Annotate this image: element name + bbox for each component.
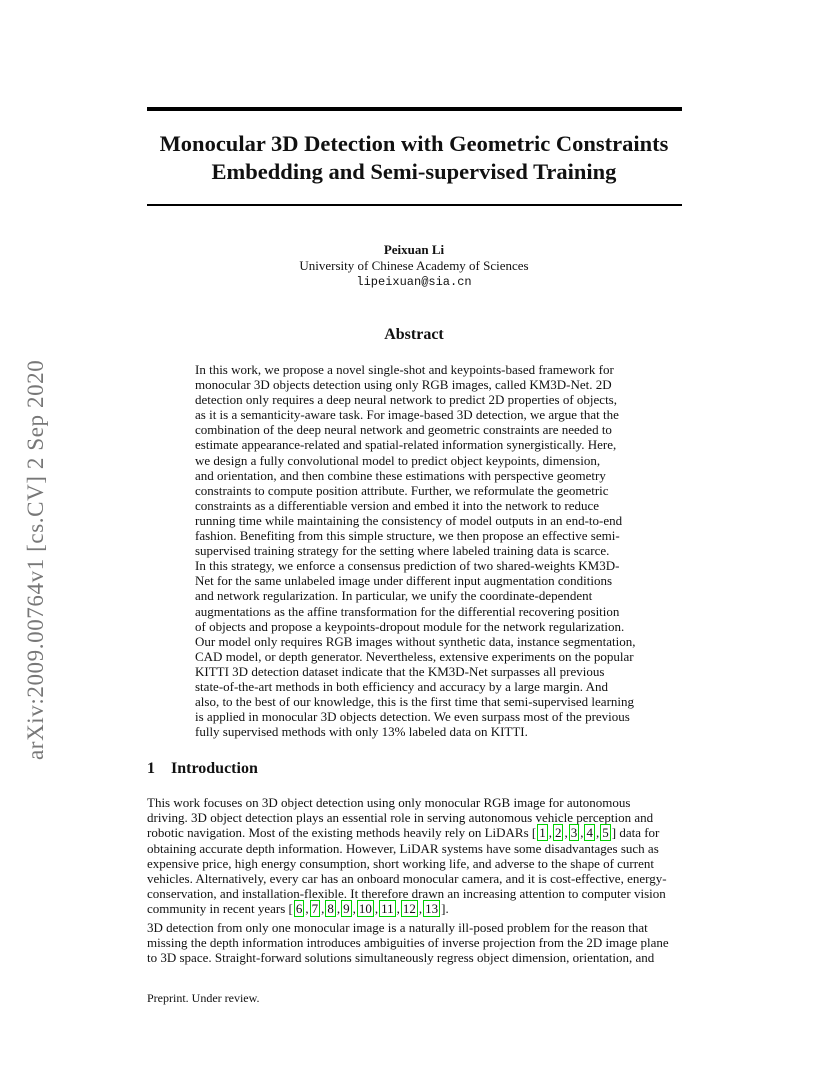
text-line: constraints as a differentiable version and embed it into the network to reduce bbox=[195, 497, 600, 513]
text-line bbox=[147, 825, 682, 840]
text-line: augmentations as the affine transformation for the differential recovering position bbox=[195, 603, 620, 619]
citation-link[interactable]: 4 bbox=[586, 825, 593, 841]
citation-separator: , bbox=[321, 901, 325, 917]
text-line: to 3D space. Straight-forward solutions simultaneously regress object dimension, orientation, and bbox=[147, 950, 655, 966]
text-line: Our model only requires RGB images without synthetic data, instance segmentation, bbox=[195, 633, 636, 649]
title-line-2: Embedding and Semi-supervised Training bbox=[211, 159, 617, 184]
citation-separator: , bbox=[595, 825, 600, 841]
citation-link[interactable]: 12 bbox=[402, 901, 416, 917]
title-bottom-rule bbox=[147, 204, 682, 206]
citation-separator: , bbox=[548, 825, 552, 841]
text-line: monocular 3D objects detection using only RGB images, called KM3D-Net. 2D bbox=[195, 377, 612, 393]
text-line: missing the depth information introduces ambiguities of inverse projection from the 2D image plane bbox=[147, 935, 669, 951]
citation-link[interactable]: 6 bbox=[295, 901, 303, 917]
text-line: expensive price, high energy consumption, short working life, and adverse to the shape of current bbox=[147, 855, 654, 871]
citation-separator: , bbox=[418, 901, 423, 917]
author-name: Peixuan Li bbox=[383, 242, 445, 257]
citation-link[interactable]: 1 bbox=[539, 825, 546, 841]
text-line: detection only requires a deep neural network to predict 2D properties of objects, bbox=[195, 392, 617, 408]
arxiv-stamp: arXiv:2009.00764v1 [cs.CV] 2 Sep 2020 bbox=[23, 359, 48, 760]
citation-link[interactable]: 9 bbox=[343, 901, 350, 917]
text-line: In this strategy, we enforce a consensus prediction of two shared-weights KM3D- bbox=[195, 558, 620, 574]
text-line: vehicles. Alternatively, every car has an onboard monocular camera, and it is cost-effective, energy- bbox=[147, 871, 667, 887]
footer-note: Preprint. Under review. bbox=[147, 991, 260, 1005]
text-line: This work focuses on 3D object detection using only monocular RGB image for autonomous bbox=[147, 795, 631, 810]
citation-link[interactable]: 10 bbox=[358, 901, 372, 917]
text-line: fashion. Benefiting from this simple structure, we then propose an effective semi- bbox=[195, 528, 620, 544]
text-line: conservation, and installation-flexible. It therefore drawn an increasing attention to computer vision bbox=[147, 886, 666, 902]
citation-link[interactable]: 3 bbox=[570, 825, 578, 841]
intro-paragraph-1 bbox=[147, 795, 682, 917]
text-line: and network regularization. In particular, we unify the coordinate-dependent bbox=[195, 588, 593, 604]
text-line: running time while maintaining the consistency of model outputs in an end-to-end bbox=[195, 512, 623, 528]
text-line: Net for the same unlabeled image under different input augmentation conditions bbox=[195, 573, 613, 589]
abstract-heading: Abstract bbox=[384, 326, 444, 343]
title-line-1: Monocular 3D Detection with Geometric Constraints bbox=[159, 131, 669, 156]
citation-separator: , bbox=[396, 901, 400, 917]
paper-title bbox=[130, 130, 698, 186]
citation-group bbox=[536, 825, 612, 840]
text-line: of objects and propose a keypoints-dropout module for the network regularization. bbox=[195, 618, 625, 634]
citation-link[interactable]: 11 bbox=[381, 901, 394, 917]
text-line: and orientation, and then combine these estimations with perspective geometry bbox=[195, 467, 606, 483]
abstract-body bbox=[195, 362, 635, 739]
text-line: constraints to compute position attribute. Further, we reformulate the geometric bbox=[195, 482, 609, 498]
text-line bbox=[147, 901, 682, 916]
text-line: also, to the best of our knowledge, this is the first time that semi-supervised learning bbox=[195, 694, 635, 710]
citation-separator: , bbox=[564, 825, 568, 841]
text-line: supervised training strategy for the setting where labeled training data is scarce. bbox=[195, 543, 610, 559]
text-line: CAD model, or depth generator. Nevertheless, extensive experiments on the popular bbox=[195, 648, 634, 664]
citation-separator: , bbox=[374, 901, 379, 917]
citation-link[interactable]: 13 bbox=[425, 901, 439, 917]
citation-link[interactable]: 5 bbox=[602, 825, 609, 841]
citation-link[interactable]: 8 bbox=[327, 901, 334, 917]
text-line: obtaining accurate depth information. However, LiDAR systems have some disadvantages such as bbox=[147, 840, 659, 856]
text-line: KITTI 3D detection dataset indicate that the KM3D-Net surpasses all previous bbox=[195, 663, 605, 679]
text-fragment: community in recent years [ bbox=[147, 901, 293, 917]
title-top-rule bbox=[147, 107, 682, 111]
intro-paragraph-2 bbox=[147, 920, 682, 966]
text-line: state-of-the-art methods in both efficiency and accuracy by a large margin. And bbox=[195, 678, 608, 694]
text-line: as it is a semanticity-aware task. For image-based 3D detection, we argue that the bbox=[195, 407, 619, 423]
text-fragment: ]. bbox=[441, 901, 449, 917]
text-line: fully supervised methods with only 13% labeled data on KITTI. bbox=[195, 724, 528, 740]
citation-separator: , bbox=[580, 825, 584, 841]
text-line: estimate appearance-related and spatial-related information synergistically. Here, bbox=[195, 437, 617, 453]
text-line: combination of the deep neural network and geometric constraints are needed to bbox=[195, 422, 612, 438]
text-line: driving. 3D object detection plays an essential role in serving autonomous vehicle perception and bbox=[147, 810, 654, 826]
section-number: 1 bbox=[147, 760, 155, 777]
citation-separator: , bbox=[352, 901, 356, 917]
citation-separator: , bbox=[305, 901, 309, 917]
citation-link[interactable]: 2 bbox=[554, 825, 562, 841]
text-line: In this work, we propose a novel single-shot and keypoints-based framework for bbox=[195, 362, 614, 377]
author-email: lipeixuan@sia.cn bbox=[356, 275, 472, 289]
citation-group bbox=[293, 901, 441, 916]
text-fragment: robotic navigation. Most of the existing methods heavily rely on LiDARs [ bbox=[147, 825, 537, 841]
text-fragment: ] data for bbox=[611, 825, 660, 841]
section-heading bbox=[147, 760, 258, 778]
citation-separator: , bbox=[336, 901, 341, 917]
text-line: is applied in monocular 3D objects detection. We even surpass most of the previous bbox=[195, 709, 630, 725]
author-block bbox=[0, 242, 828, 290]
section-title: Introduction bbox=[171, 760, 258, 777]
text-line: 3D detection from only one monocular image is a naturally ill-posed problem for the reason that bbox=[147, 920, 648, 935]
text-line: we design a fully convolutional model to predict object keypoints, dimension, bbox=[195, 452, 601, 468]
author-affiliation: University of Chinese Academy of Sciences bbox=[299, 258, 529, 273]
citation-link[interactable]: 7 bbox=[311, 901, 319, 917]
